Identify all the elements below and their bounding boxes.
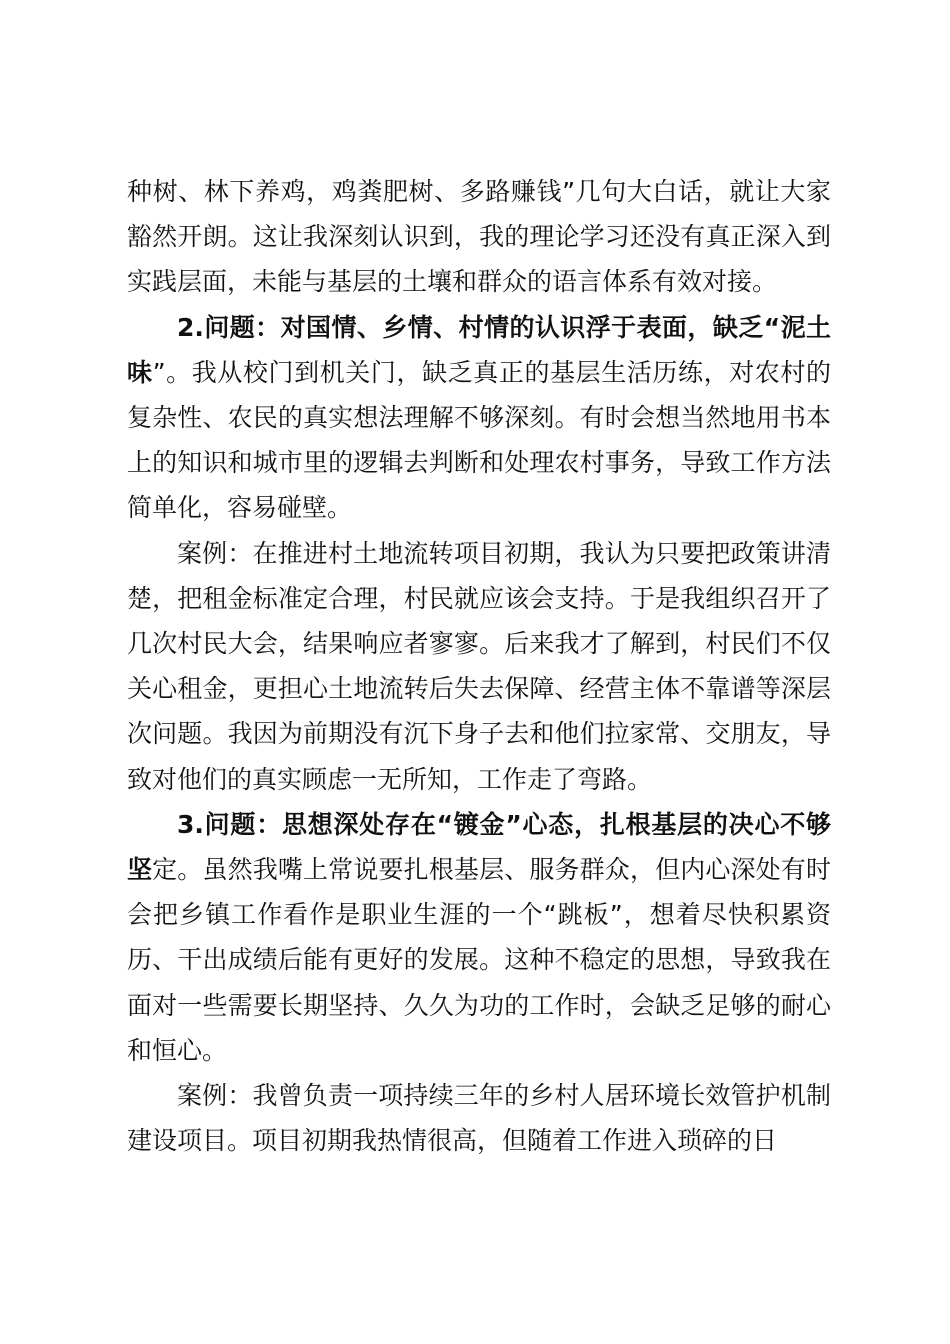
document-body <box>127 169 831 1163</box>
paragraph-text: 案例：我曾负责一项持续三年的乡村人居环境长效管护机制建设项目。项目初期我热情很高，但随着工作进入琐碎的日 <box>127 1081 831 1156</box>
paragraph-case-2 <box>127 1073 831 1163</box>
paragraph-problem-2 <box>127 305 831 531</box>
paragraph-text: 定。虽然我嘴上常说要扎根基层、服务群众，但内心深处有时会把乡镇工作看作是职业生涯的一个“跳板”，想着尽快积累资历、干出成绩后能有更好的发展。这种不稳定的思想，导致我在面对一些需要长期坚持、久久为功的工作时，会缺乏足够的耐心和恒心。 <box>127 855 831 1065</box>
problem-heading: 2.问题：对国情、乡情、村情的认识浮于表面，缺乏“泥土味 <box>127 312 831 387</box>
paragraph-text: 种树、林下养鸡，鸡粪肥树、多路赚钱”几句大白话，就让大家豁然开朗。这让我深刻认识到，我的理论学习还没有真正深入到实践层面，未能与基层的土壤和群众的语言体系有效对接。 <box>127 177 831 297</box>
paragraph-continuation <box>127 169 831 305</box>
paragraph-case-1 <box>127 531 831 802</box>
problem-heading: 3.问题：思想深处存在“镀金”心态，扎根基层的决心不够坚 <box>127 809 831 885</box>
paragraph-text: ”。我从校门到机关门，缺乏真正的基层生活历练，对农村的复杂性、农民的真实想法理解不够深刻。有时会想当然地用书本上的知识和城市里的逻辑去判断和处理农村事务，导致工作方法简单化，容易碰壁。 <box>127 357 831 523</box>
paragraph-problem-3 <box>127 802 831 1073</box>
paragraph-text: 案例：在推进村土地流转项目初期，我认为只要把政策讲清楚，把租金标准定合理，村民就应该会支持。于是我组织召开了几次村民大会，结果响应者寥寥。后来我才了解到，村民们不仅关心租金，更担心土地流转后失去保障、经营主体不靠谱等深层次问题。我因为前期没有沉下身子去和他们拉家常、交朋友，导致对他们的真实顾虑一无所知，工作走了弯路。 <box>127 538 831 794</box>
